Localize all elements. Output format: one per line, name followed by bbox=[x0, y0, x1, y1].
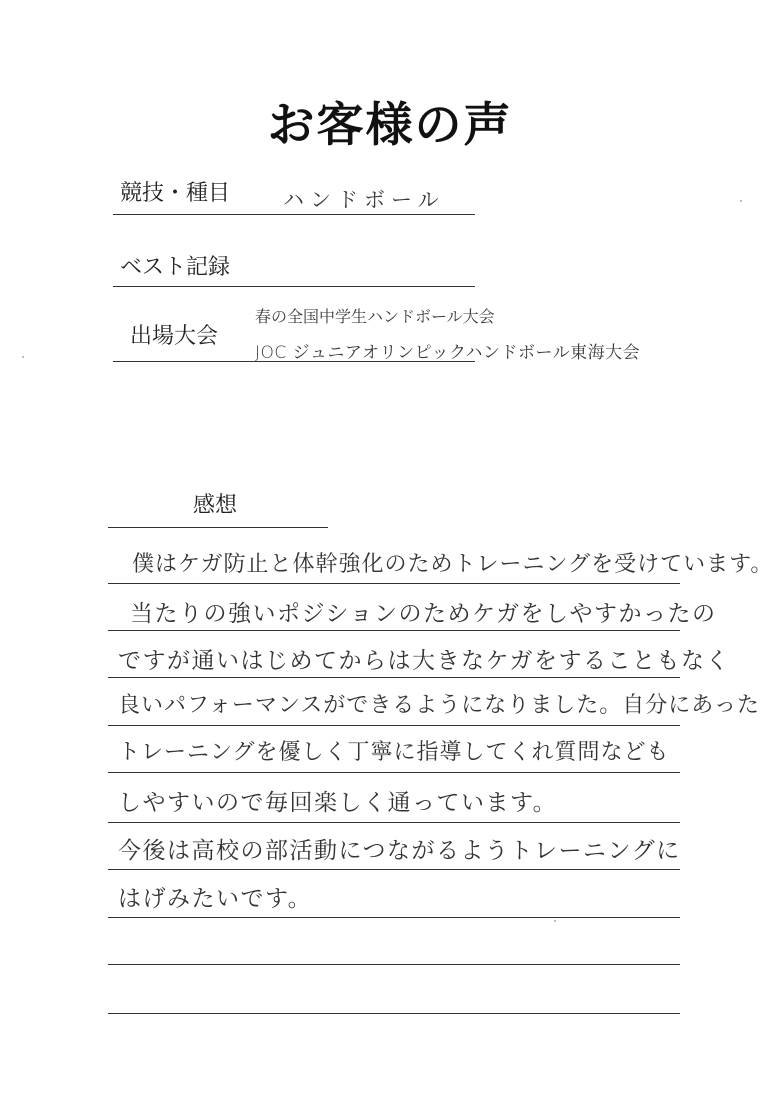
impression-line: しやすいので毎回楽しく通っています。 bbox=[118, 790, 558, 816]
best-record-label: ベスト記録 bbox=[120, 255, 231, 280]
impression-line: 今後は高校の部活動につながるようトレーニングに bbox=[118, 838, 681, 864]
ruled-line bbox=[108, 725, 680, 726]
impressions-label: 感想 bbox=[193, 493, 238, 518]
scan-speck bbox=[554, 920, 556, 922]
ruled-line bbox=[108, 677, 680, 678]
scan-speck bbox=[740, 200, 742, 202]
scan-speck bbox=[22, 356, 24, 358]
impression-line: はげみたいです。 bbox=[118, 886, 313, 912]
ruled-line bbox=[108, 630, 680, 631]
impression-line: 当たりの強いポジションのためケガをしやすかったの bbox=[130, 601, 717, 627]
ruled-line bbox=[108, 964, 680, 965]
ruled-line bbox=[108, 917, 680, 918]
page-title: お客様の声 bbox=[267, 98, 513, 153]
tournament-value-1: 春の全国中学生ハンドボール大会 bbox=[255, 307, 495, 326]
tournament-underline bbox=[113, 361, 475, 362]
tournament-value-2: JOC ジュニアオリンピックハンドボール東海大会 bbox=[255, 343, 641, 363]
ruled-line bbox=[108, 869, 680, 870]
impression-line: ですが通いはじめてからは大きなケガをすることもなく bbox=[118, 648, 731, 674]
impression-line: 僕はケガ防止と体幹強化のためトレーニングを受けています。 bbox=[132, 552, 774, 577]
ruled-line bbox=[108, 772, 680, 773]
sport-label: 競技・種目 bbox=[120, 181, 231, 206]
ruled-line bbox=[108, 822, 680, 823]
best-record-underline bbox=[113, 286, 475, 287]
impression-line: 良いパフォーマンスができるようになりました。自分にあった bbox=[118, 693, 761, 718]
sport-value: ハンドボール bbox=[283, 188, 445, 212]
impression-line: トレーニングを優しく丁寧に指導してくれ質問なども bbox=[118, 740, 670, 765]
ruled-line bbox=[108, 583, 680, 584]
ruled-line bbox=[108, 1013, 680, 1014]
sport-underline bbox=[113, 214, 475, 215]
tournament-label: 出場大会 bbox=[130, 324, 219, 349]
impressions-underline bbox=[108, 527, 328, 528]
